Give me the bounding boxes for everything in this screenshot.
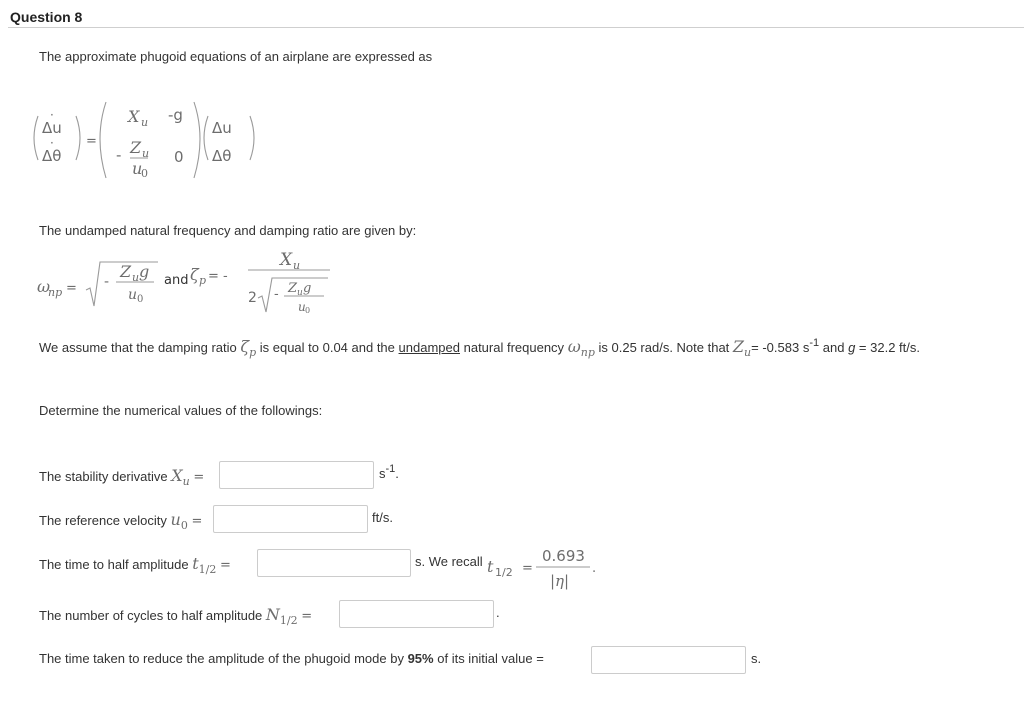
given-by-text: The undamped natural frequency and damping ratio are given by: (39, 223, 417, 238)
lhs-right-paren (76, 116, 80, 160)
neg-g: -g (168, 106, 183, 124)
zu-Z: Z (130, 138, 142, 157)
lhs-dtheta-dot: Δθ (42, 147, 62, 165)
matrix-equals: = (86, 134, 97, 149)
xu-symbol: $X_u$ (171, 466, 190, 488)
n12-symbol: $N_{1/2}$ (265, 605, 298, 627)
recall-numerator: 0.693 (542, 547, 585, 565)
zeta-X: X (280, 250, 293, 270)
determine-text: Determine the numerical values of the followings: (39, 403, 323, 418)
half-amplitude-formula (484, 542, 604, 592)
zeta-eq-minus: = - (208, 269, 228, 284)
zeta-u: u (298, 300, 306, 314)
question-title: Question 8 (10, 9, 83, 25)
zeta-symbol: ζ (190, 265, 199, 284)
n12-period: . (496, 605, 500, 620)
assume-p5-sup: -1 (809, 337, 820, 349)
assume-p1: We assume that the damping ratio (39, 340, 237, 355)
dot-theta: · (50, 136, 54, 150)
n12-row-label: The number of cycles to half amplitude $N_{1/2}$ = (39, 605, 313, 627)
assume-p6: and (822, 340, 845, 355)
zu-symbol: $Z_u$ (732, 337, 752, 359)
zero-entry: 0 (174, 148, 184, 166)
assume-p5: = -0.583 s (751, 340, 810, 355)
rhs-right-paren (250, 116, 254, 160)
dot-u: · (50, 108, 54, 122)
t12-answer-input[interactable] (257, 549, 411, 577)
u0-symbol: $u_0$ (170, 510, 188, 532)
n12-answer-input[interactable] (339, 600, 494, 628)
recall-equals: = (522, 561, 533, 576)
xu-X: X (128, 107, 140, 126)
frequency-damping-formulas (36, 248, 336, 318)
xu-answer-input[interactable] (219, 461, 374, 489)
zeta-X-sub: u (293, 259, 301, 272)
assume-p2: is equal to 0.04 and the (259, 340, 395, 355)
intro-text: The approximate phugoid equations of an airplane are expressed as (39, 49, 433, 64)
xu-sub: u (141, 116, 149, 129)
zeta-inner-minus: - (274, 287, 279, 302)
assume-p7: = 32.2 ft/s. (858, 340, 920, 355)
g-symbol: g (848, 340, 856, 355)
phugoid-matrix-equation (28, 98, 268, 188)
omega-sub: np (48, 286, 63, 299)
wnp-g: g (139, 262, 150, 281)
xu-unit: $s^{-1}$. (379, 463, 399, 481)
recall-period: . (592, 561, 597, 576)
rhs-dtheta: Δθ (212, 147, 232, 165)
zeta-Z: Z (288, 281, 298, 296)
wnp-u: u (128, 287, 138, 303)
recall-t: t (487, 557, 494, 576)
zu-sub: u (142, 147, 150, 160)
wnp-Z: Z (120, 262, 132, 281)
t95-unit: s. (751, 651, 762, 666)
wnp-minus: - (104, 274, 110, 290)
recall-denominator: |η| (550, 572, 570, 590)
zu-minus: - (116, 146, 122, 164)
t95-row-label: The time taken to reduce the amplitude of the phugoid mode by 95% of its initial value = (39, 651, 544, 666)
assume-p3: natural frequency (463, 340, 565, 355)
zeta-u0-zero: 0 (305, 306, 311, 315)
lhs-du-dot: Δu (42, 119, 62, 137)
matrix-right-paren (194, 102, 200, 178)
wnp-u0-zero: 0 (137, 294, 144, 305)
wnp-Z-sub: u (132, 271, 140, 284)
undamped-underlined: undamped (398, 340, 460, 355)
assumption-sentence (39, 336, 920, 360)
rhs-du: Δu (212, 119, 232, 137)
zeta-Z-sub: u (297, 288, 303, 298)
u0-row-label: The reference velocity $u_0$ = (39, 510, 203, 532)
wnp-equals: = (66, 281, 77, 296)
recall-t-sub: 1/2 (495, 566, 513, 579)
omega-np-symbol: $\omega_{np}$ (567, 337, 595, 359)
matrix-left-paren (100, 102, 106, 178)
title-divider (8, 27, 1024, 28)
rhs-left-paren (204, 116, 208, 160)
zeta-sub: p (199, 274, 207, 287)
t12-symbol: $t_{1/2}$ (192, 554, 217, 576)
lhs-left-paren (34, 116, 38, 160)
t12-recall-text: s. We recall (415, 554, 483, 569)
omega-symbol: ω (37, 277, 51, 296)
u0-unit: ft/s. (372, 510, 393, 525)
two: 2 (248, 290, 257, 306)
u0-zero: 0 (141, 167, 148, 180)
t95-answer-input[interactable] (591, 646, 746, 674)
assume-p4: is 0.25 rad/s. Note that (598, 340, 730, 355)
zeta-p-symbol: $\zeta_p$ (240, 337, 257, 359)
t12-row-label: The time to half amplitude $t_{1/2}$ = (39, 554, 231, 576)
t95-percent: 95% (407, 651, 434, 666)
zeta-g: g (303, 281, 312, 296)
u0-u: u (132, 159, 143, 178)
xu-row-label: The stability derivative $X_u$ = (39, 466, 205, 488)
u0-answer-input[interactable] (213, 505, 368, 533)
and-word: and (164, 273, 189, 288)
